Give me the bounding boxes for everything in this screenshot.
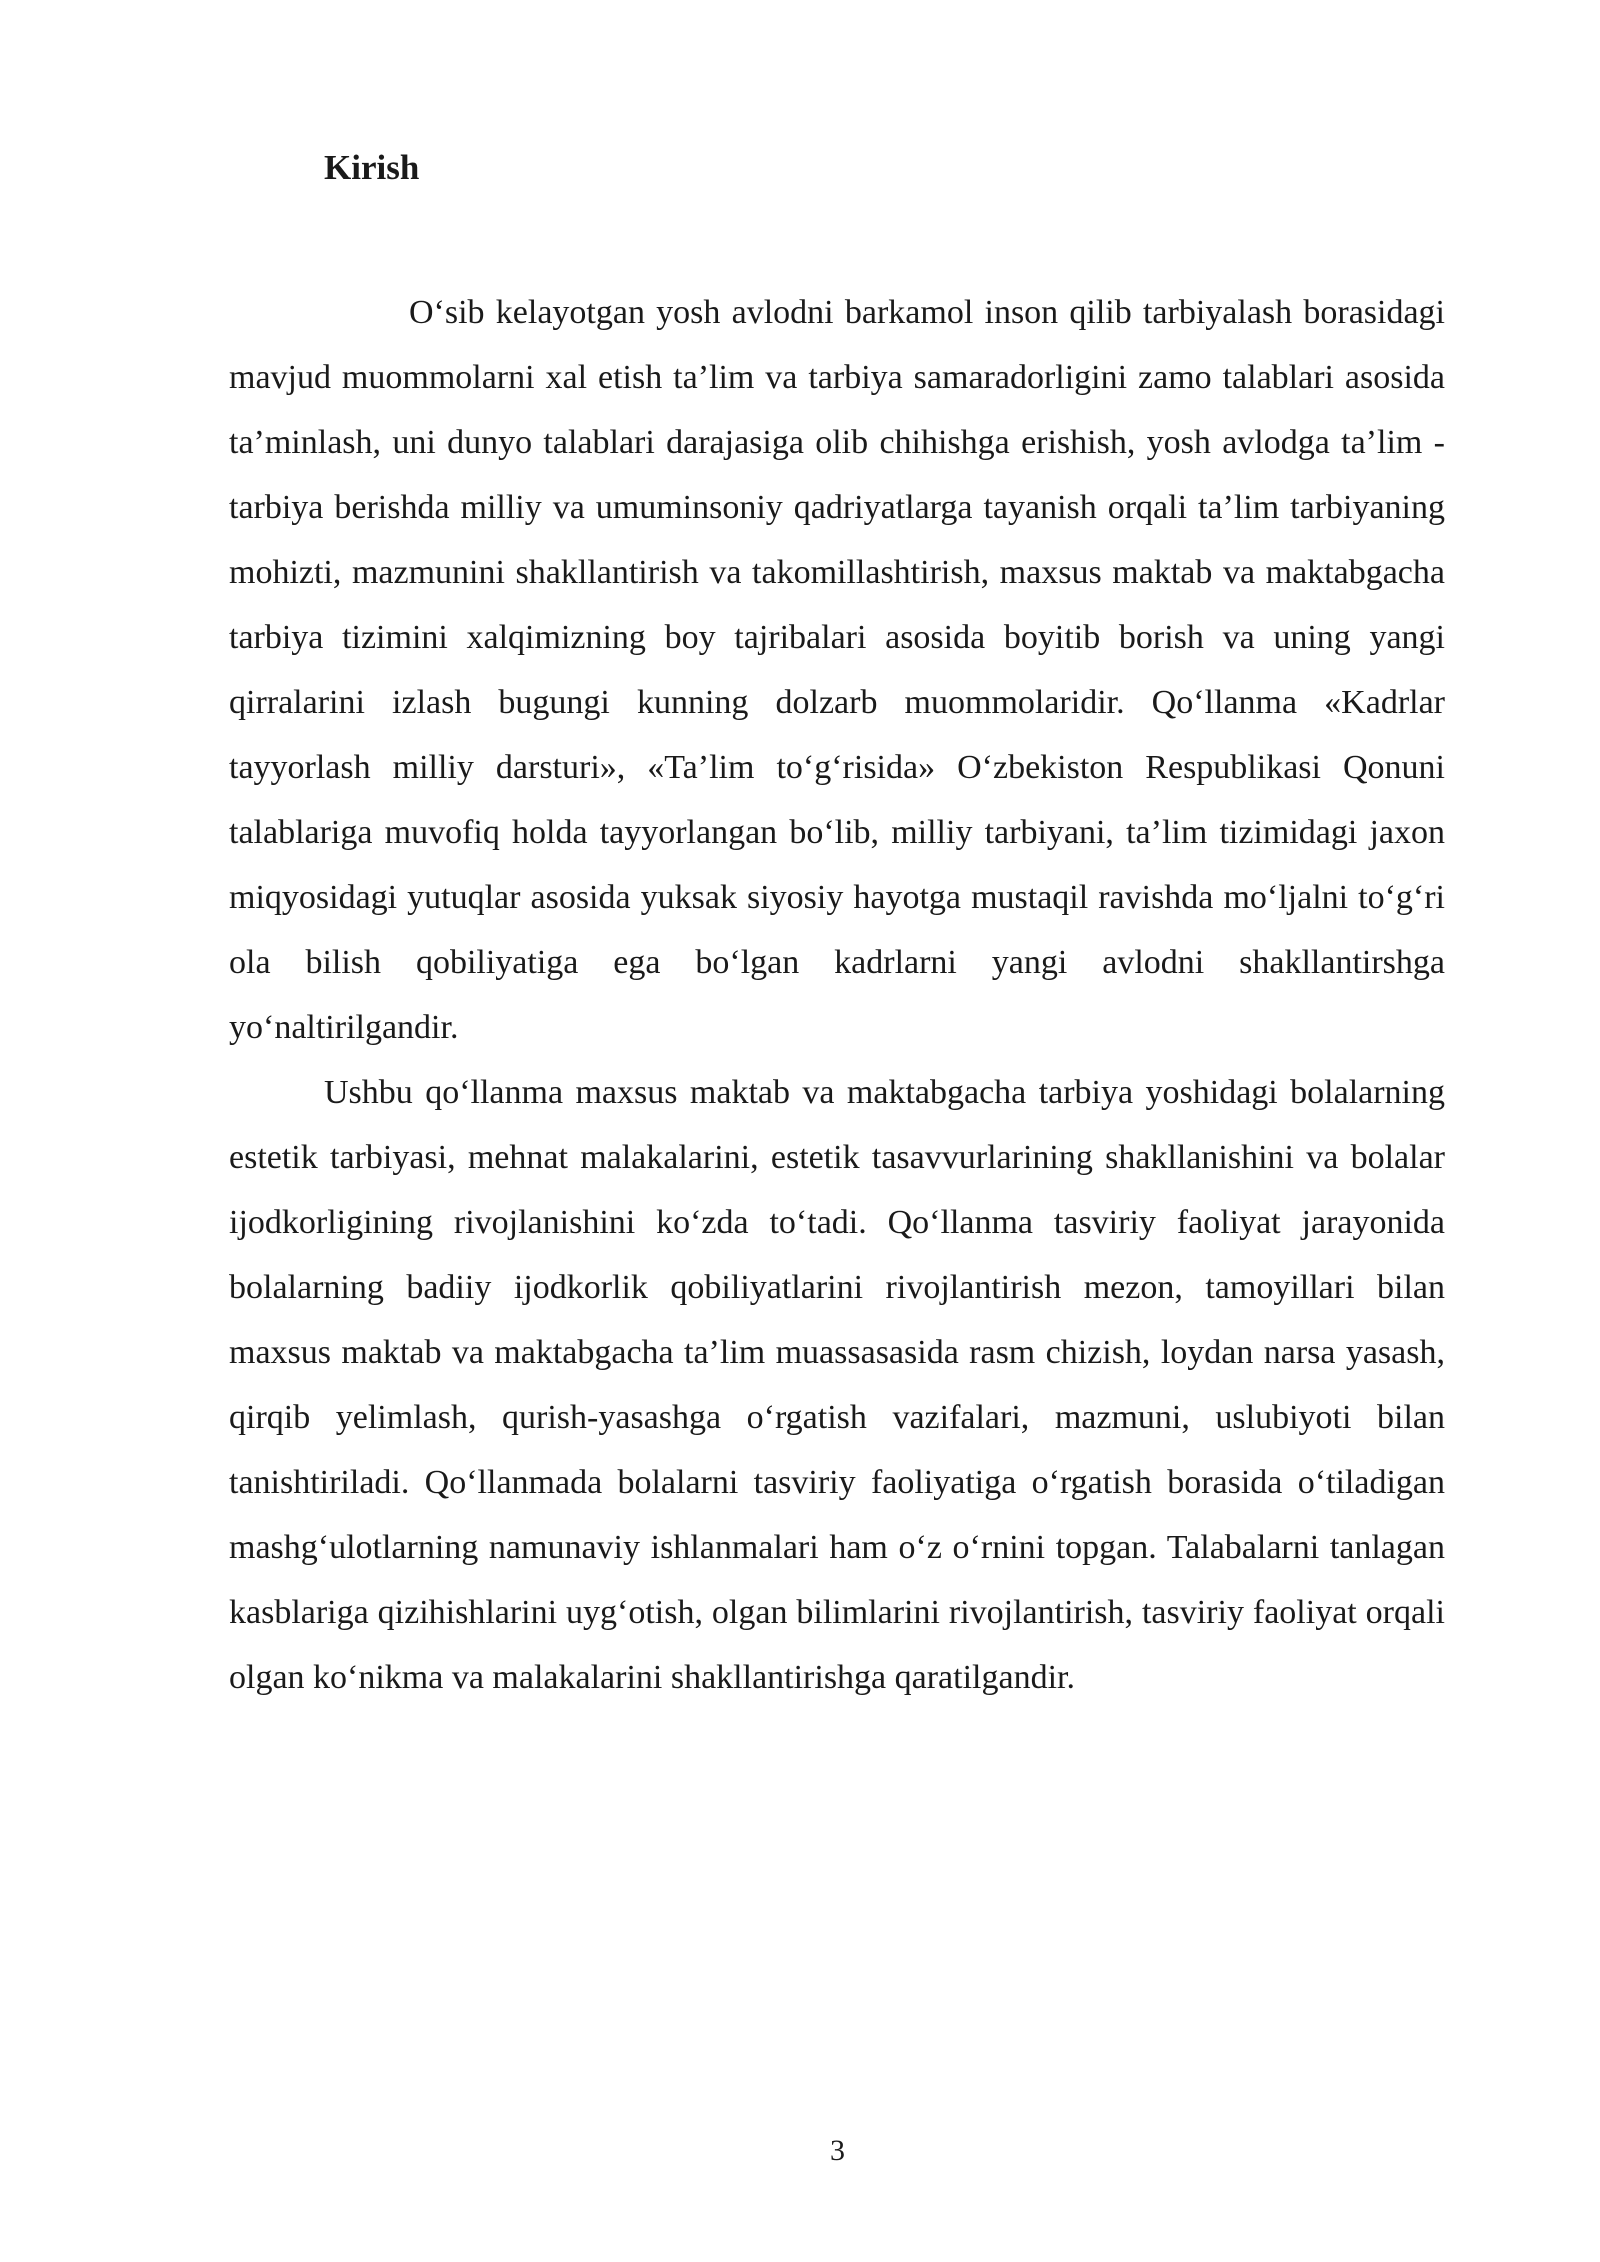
paragraph: O‘sib kelayotgan yosh avlodni barkamol inson qilib tarbiyalash borasidagi mavjud muommolarni xal etish ta’lim va tarbiya samaradorligini zamo talablari asosida ta’minlash, uni dunyo talablari darajasiga olib chihishga erishish, yosh avlodga ta’lim - tarbiya berishda milliy va umuminsoniy qadriyatlarga tayanish orqali ta’lim tarbiyaning mohizti, mazmunini shakllantirish va takomillashtirish, maxsus maktab va maktabgacha tarbiya tizimini xalqimizning boy tajribalari asosida boyitib borish va uning yangi qirralarini izlash bugungi kunning dolzarb muommolaridir. Qo‘llanma «Kadrlar tayyorlash milliy darsturi», «Ta’lim to‘g‘risida» O‘zbekiston Respublikasi Qonuni talablariga muvofiq holda tayyorlangan bo‘lib, milliy tarbiyani, ta’lim tizimidagi jaxon miqyosidagi yutuqlar asosida yuksak siyosiy hayotga mustaqil ravishda mo‘ljalni to‘g‘ri ola bilish qobiliyatiga ega bo‘lgan kadrlarni yangi avlodni shakllantirshga yo‘naltirilgandir. [229,294,1445,1046]
paragraph: Ushbu qo‘llanma maxsus maktab va maktabgacha tarbiya yoshidagi bolalarning estetik tarbiyasi, mehnat malakalarini, estetik tasavvurlarining shakllanishini va bolalar ijodkorligining rivojlanishini ko‘zda to‘tadi. Qo‘llanma tasviriy faoliyat jarayonida bolalarning badiiy ijodkorlik qobiliyatlarini rivojlantirish mezon, tamoyillari bilan maxsus maktab va maktabgacha ta’lim muassasasida rasm chizish, loydan narsa yasash, qirqib yelimlash, qurish-yasashga o‘rgatish vazifalari, mazmuni, uslubiyoti bilan tanishtiriladi. Qo‘llanmada bolalarni tasviriy faoliyatiga o‘rgatish borasida o‘tiladigan mashg‘ulotlarning namunaviy ishlanmalari ham o‘z o‘rnini topgan. Talabalarni tanlagan kasblariga qizihishlarini uyg‘otish, olgan bilimlarini rivojlantirish, tasviriy faoliyat orqali olgan ko‘nikma va malakalarini shakllantirishga qaratilgandir. [229,1074,1445,1696]
body-text [229,280,1445,1710]
section-heading: Kirish [324,148,420,187]
page-number: 3 [830,2134,845,2167]
